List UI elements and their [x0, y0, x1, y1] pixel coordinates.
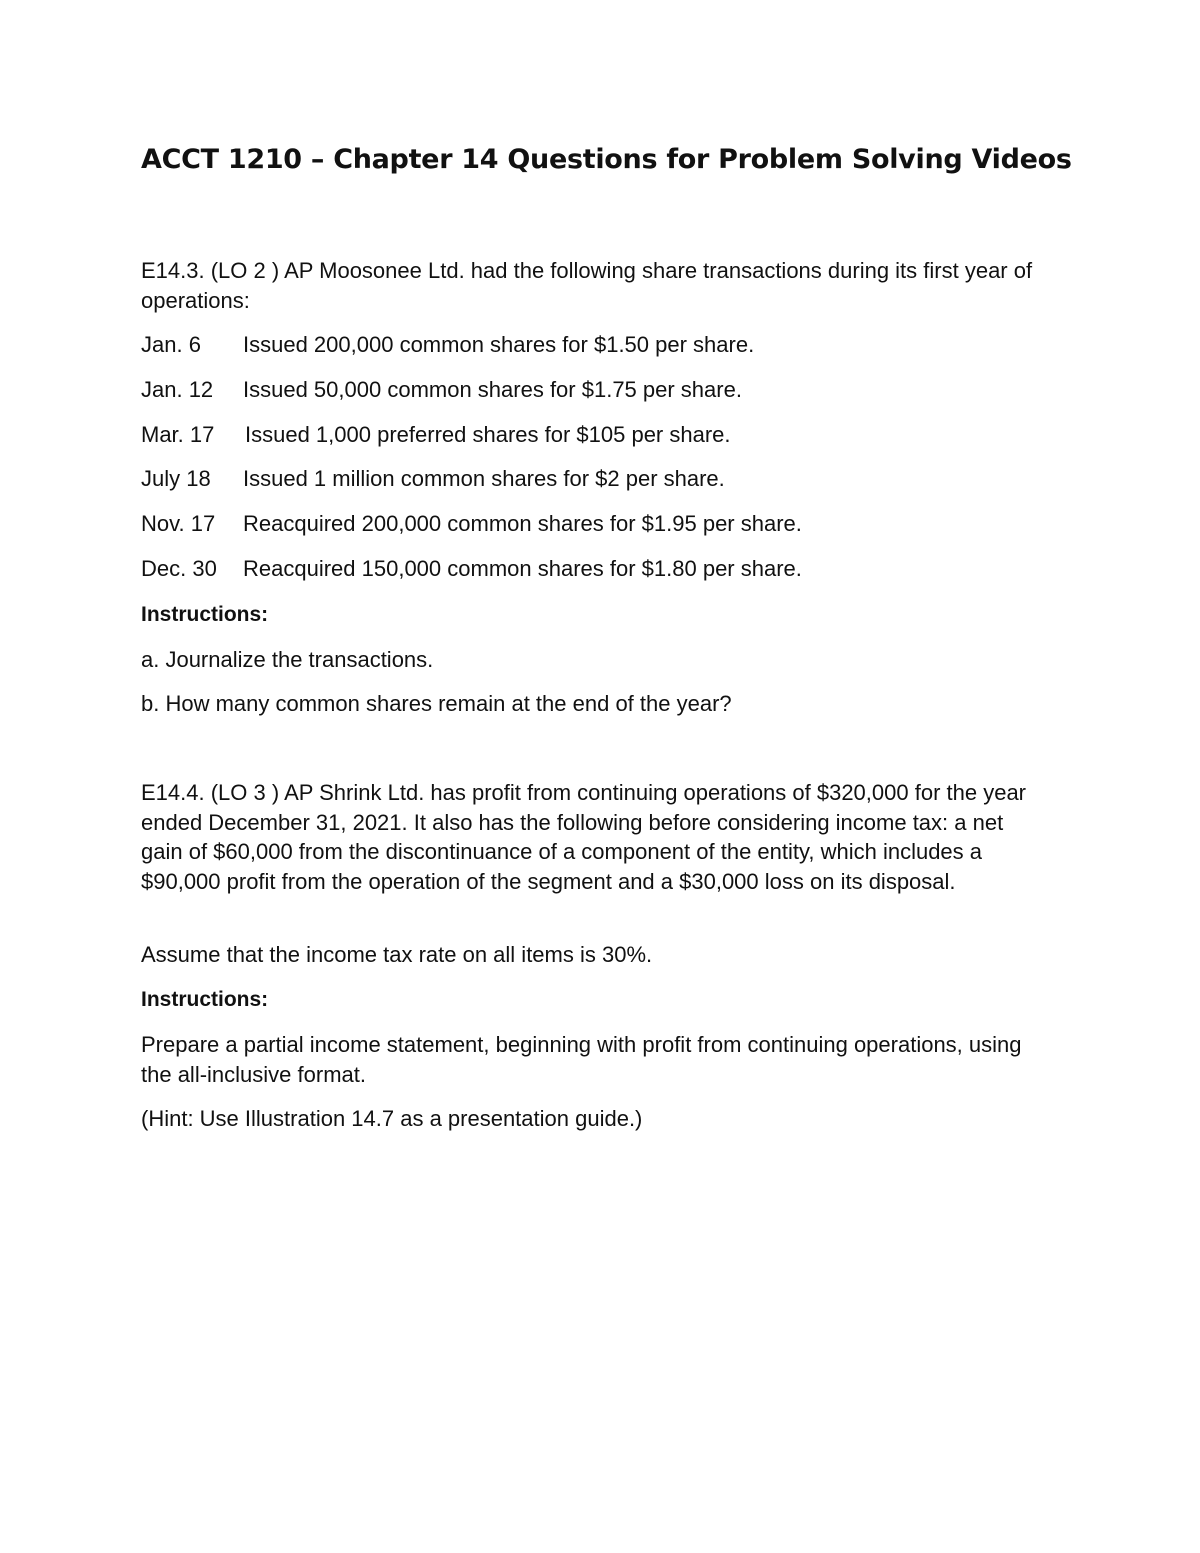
transaction-date: Jan. 6: [141, 332, 201, 357]
exercise-e14-4-intro: E14.4. (LO 3 ) AP Shrink Ltd. has profit from continuing operations of $320,000 for the year ended December 31, 2021. It also has the following before considering income tax: a net gain of $60,000 from the discontinuance of a component of the entity, which includes a $90,000 profit from the operation of the segment and a $30,000 loss on its disposal.: [141, 780, 1027, 894]
transaction-date: July 18: [141, 466, 211, 491]
document-title: ACCT 1210 – Chapter 14 Questions for Problem Solving Videos: [141, 144, 1072, 175]
exercise-e14-3-intro: E14.3. (LO 2 ) AP Moosonee Ltd. had the following share transactions during its first year of operations:: [141, 258, 1033, 313]
transaction-text: Reacquired 200,000 common shares for $1.95 per share.: [243, 511, 802, 536]
transaction-row: [141, 464, 725, 493]
transaction-text: Issued 50,000 common shares for $1.75 per share.: [243, 377, 742, 402]
instructions-heading: Instructions:: [141, 988, 269, 1011]
transaction-row: [141, 375, 742, 404]
instruction-item: b. How many common shares remain at the end of the year?: [141, 691, 732, 716]
transaction-row: [141, 420, 731, 449]
transaction-text: Issued 1 million common shares for $2 per share.: [243, 466, 725, 491]
transaction-text: Reacquired 150,000 common shares for $1.80 per share.: [243, 556, 802, 581]
transaction-row: [141, 509, 802, 538]
transaction-row: [141, 554, 802, 583]
instruction-item: a. Journalize the transactions.: [141, 647, 434, 672]
transaction-date: Jan. 12: [141, 377, 214, 402]
instructions-heading: Instructions:: [141, 603, 269, 626]
transaction-date: Nov. 17: [141, 511, 216, 536]
instruction-text: Prepare a partial income statement, beginning with profit from continuing operations, using the all-inclusive format.: [141, 1032, 1022, 1087]
transaction-text: Issued 200,000 common shares for $1.50 per share.: [243, 332, 755, 357]
hint-text: (Hint: Use Illustration 14.7 as a presentation guide.): [141, 1106, 643, 1131]
transaction-row: [141, 330, 754, 359]
transaction-date: Mar. 17: [141, 422, 215, 447]
tax-rate-assumption: Assume that the income tax rate on all items is 30%.: [141, 942, 653, 967]
transaction-date: Dec. 30: [141, 556, 217, 581]
transaction-text: Issued 1,000 preferred shares for $105 per share.: [245, 422, 731, 447]
